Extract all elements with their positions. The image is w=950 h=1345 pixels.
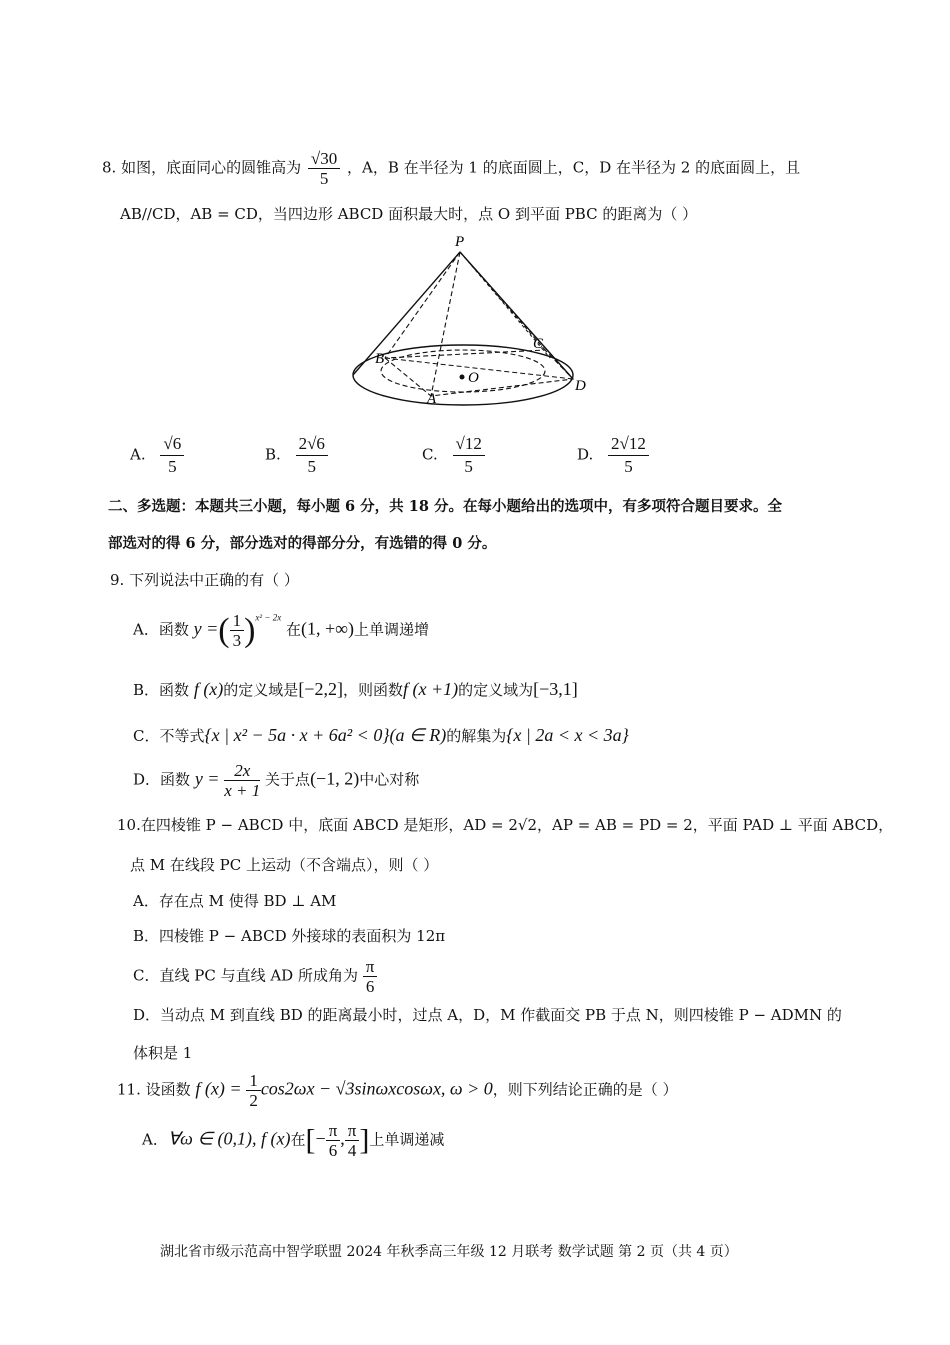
edge-PB [385, 252, 460, 358]
q9-b-fx1: f (x +1) [402, 679, 459, 699]
q11-a-n2: π [345, 1122, 360, 1141]
q8-option-c-label: C. [422, 445, 438, 464]
q11-a-d1: 6 [328, 1141, 338, 1160]
q11-option-a: A．∀ω ∈ (0,1), f (x)在[− $\frac{\pi}{6}$ , $\frac{\pi}{4}$ ]上单调递减 [142, 1121, 445, 1160]
q8-option-b-num: 2√6 [296, 434, 328, 456]
q8-option-d [577, 434, 649, 477]
q9-c-pre: C．不等式 [133, 727, 205, 745]
q9-a-tail: 上单调递增 [353, 620, 429, 639]
q9-option-a: A．函数 y =( $\frac{1}{3}$ )$^{x^2 - 2x}$ 在(1, +∞)上单调递增 [133, 611, 429, 650]
cone-left-edge [353, 252, 460, 375]
q9-b-domain: [−2,2] [298, 679, 343, 699]
q8-height-num: √30 [308, 150, 340, 169]
q10-line1: 10.在四棱锥 P − ABCD 中，底面 ABCD 是矩形，AD = 2√2，AP = AB = PD = 2，平面 PAD ⊥ 平面 ABCD， [117, 816, 894, 834]
q8-option-c [422, 434, 485, 477]
label-C: C [533, 336, 544, 352]
q11-a-frac2 [345, 1122, 360, 1159]
q9-option-c [133, 726, 629, 744]
q8-height-fraction [308, 150, 340, 187]
q8-text-2: ，A，B 在半径为 1 的底面圆上，C，D 在半径为 2 的底面圆上，且 [347, 158, 801, 177]
q9-d-pre: D．函数 [133, 770, 191, 789]
q9-d-tail: 中心对称 [359, 770, 420, 789]
q11-tail: ，则下列结论正确的是（ ） [492, 1080, 678, 1099]
q9-d-den: x + 1 [224, 781, 261, 800]
q11-fx: f (x) = [195, 1078, 242, 1099]
q11-expr: cos2ωx − √3sinωxcosωx, ω > 0 [260, 1078, 493, 1099]
q8-option-b-frac [296, 434, 328, 477]
q9-a-mid: 在 [285, 620, 301, 639]
q10-c-pre: C．直线 PC 与直线 AD 所成角为 [133, 966, 358, 985]
q9-c-cond: (a ∈ R) [389, 725, 447, 745]
q10-option-d-line2: 体积是 1 [133, 1044, 193, 1062]
q9-option-d [133, 762, 419, 799]
q11-half-den: 2 [249, 1091, 258, 1110]
q11-half-num: 1 [246, 1072, 261, 1091]
q8-option-c-den: 5 [464, 457, 473, 476]
q10-c-den: 6 [365, 977, 375, 996]
q8-option-d-num: 2√12 [608, 434, 649, 456]
q9-a-den: 3 [232, 631, 242, 650]
q9-a-frac [230, 612, 245, 649]
q8-option-b-den: 5 [307, 457, 316, 476]
q9-b-domain2: [−3,1] [533, 679, 578, 699]
q8-option-c-frac [453, 434, 485, 477]
q9-b-mid2: ，则函数 [342, 681, 403, 699]
q10-option-b: B．四棱锥 P − ABCD 外接球的表面积为 12π [133, 927, 446, 945]
section2-line2: 部选对的得 6 分，部分选对的得部分分，有选错的得 0 分。 [108, 535, 497, 552]
q8-option-c-num: √12 [453, 434, 485, 456]
q9-d-y: y = [194, 768, 220, 789]
q8-option-a-num: √6 [160, 434, 184, 456]
q9-c-mid: 的解集为 [446, 727, 507, 745]
q9-d-point: (−1, 2) [310, 768, 360, 789]
q10-c-frac [363, 958, 378, 995]
q11-a-frac1 [326, 1122, 341, 1159]
label-O: O [468, 370, 479, 386]
q11-half [246, 1072, 261, 1109]
q10-option-c [133, 958, 377, 995]
q8-number: 8. [102, 158, 117, 177]
q10-c-num: π [363, 958, 378, 977]
q8-option-d-den: 5 [624, 457, 633, 476]
q10-option-a: A．存在点 M 使得 BD ⊥ AM [133, 892, 337, 910]
label-P: P [455, 234, 465, 250]
q8-option-a [130, 434, 184, 477]
center-point-O [460, 375, 465, 380]
q11-a-mid: 在 [290, 1130, 306, 1149]
label-D: D [575, 378, 586, 394]
q8-option-d-label: D. [577, 445, 594, 464]
q9-c-solution: {x | 2a < x < 3a} [506, 725, 629, 745]
label-B: B [375, 351, 385, 367]
q9-d-num: 2x [224, 762, 260, 781]
q11-a-pre: A． [142, 1130, 168, 1149]
inner-base-circle [381, 350, 545, 392]
q8-line2: AB//CD，AB = CD，当四边形 ABCD 面积最大时，点 O 到平面 PBC 的距离为（ ） [120, 205, 698, 223]
q9-a-label: A．函数 [133, 620, 189, 639]
section2-line1: 二、多选题：本题共三小题，每小题 6 分，共 18 分。在每小题给出的选项中，有多项符合题目要求。全 [108, 498, 782, 515]
q8-line1 [102, 150, 800, 187]
q9-b-mid1: 的定义域是 [223, 681, 299, 699]
q11-a-d2: 4 [347, 1141, 357, 1160]
q9-b-pre: B．函数 [133, 681, 190, 699]
q9-a-num: 1 [230, 612, 245, 631]
q11-a-cond: ∀ω ∈ (0,1), f (x) [167, 1128, 291, 1149]
q9-a-exponent: x² − 2x [255, 612, 282, 623]
label-A: A [427, 391, 437, 407]
cone-figure [345, 228, 605, 413]
q10-option-d-line1: D．当动点 M 到直线 BD 的距离最小时，过点 A，D，M 作截面交 PB 于点 N，则四棱锥 P − ADMN 的 [133, 1006, 842, 1024]
q8-option-a-label: A. [130, 445, 146, 464]
q9-b-mid3: 的定义域为 [458, 681, 534, 699]
q9-d-frac [224, 762, 260, 799]
q8-option-a-den: 5 [168, 457, 177, 476]
q8-text-1: 如图，底面同心的圆锥高为 [121, 158, 302, 177]
q9-c-set: {x | x² − 5a · x + 6a² < 0} [204, 725, 390, 745]
q9-d-mid: 关于点 [265, 770, 311, 789]
q11-pre: 11. 设函数 [117, 1080, 191, 1099]
q11-a-n1: π [326, 1122, 341, 1141]
q9-a-interval: (1, +∞) [300, 618, 354, 639]
q11-a-minus: − [315, 1128, 326, 1149]
q11-stem [117, 1072, 678, 1109]
q9-b-fx: f (x) [193, 679, 224, 699]
q11-a-tail: 上单调递减 [369, 1130, 445, 1149]
q9-stem: 9. 下列说法中正确的有（ ） [110, 571, 299, 589]
diag-BD [385, 358, 573, 379]
q8-option-b [265, 434, 328, 477]
q8-option-d-frac [608, 434, 649, 477]
q8-height-den: 5 [319, 169, 329, 188]
q9-a-y: y = [193, 618, 219, 639]
q9-option-b [133, 680, 578, 698]
edge-PA [431, 252, 460, 396]
page-footer: 湖北省市级示范高中智学联盟 2024 年秋季高三年级 12 月联考 数学试题 第 2 页（共 4 页） [160, 1244, 738, 1260]
q8-option-b-label: B. [265, 445, 281, 464]
q10-line2: 点 M 在线段 PC 上运动（不含端点），则（ ） [130, 856, 439, 874]
q8-option-a-frac [160, 434, 184, 477]
